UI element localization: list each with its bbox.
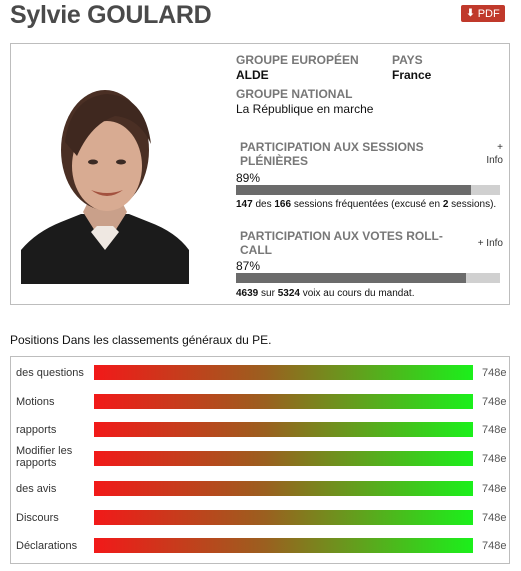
down-arrow-icon: ⬇ [466,8,475,19]
sessions-progress-fill [236,185,471,195]
votes-label-line1: PARTICIPATION AUX VOTES ROLL- [240,229,443,243]
sessions-text-end: sessions). [451,199,497,210]
ranking-bar [94,422,473,437]
sessions-text-rest: sessions fréquentées (excusé en [293,199,441,210]
ranking-bar [94,510,473,525]
votes-total: 5324 [277,288,300,299]
ranking-label[interactable]: des questions [16,367,84,379]
ranking-bar [94,394,473,409]
sessions-percent: 89% [236,171,261,185]
member-name: Sylvie GOULARD [10,1,212,29]
groupe-europeen-label: GROUPE EUROPÉEN [236,53,359,67]
info-label: Info [486,155,503,166]
ranking-value: 748e [482,512,507,524]
sessions-progress-bar [236,185,500,195]
sessions-label-line1: PARTICIPATION AUX SESSIONS [240,140,424,154]
ranking-value: 748e [482,396,507,408]
ranking-value: 748e [482,540,507,552]
profile-card [10,43,510,305]
ranking-label[interactable]: rapports [16,424,57,436]
votes-text-rest: voix au cours du mandat. [302,288,415,299]
sessions-total: 166 [274,199,292,210]
ranking-label[interactable]: Modifier les rapports [16,445,73,469]
sessions-info-link[interactable] [479,141,503,167]
ranking-label[interactable]: des avis [16,483,57,495]
ranking-label[interactable]: Discours [16,512,59,524]
member-photo [21,72,189,284]
votes-label-line2: CALL [240,243,272,257]
votes-progress-bar [236,273,500,283]
groupe-national-value: La République en marche [236,102,374,116]
pays-label: PAYS [392,53,423,67]
votes-progress-fill [236,273,466,283]
plus-sign: + [497,142,503,153]
ranking-value: 748e [482,367,507,379]
sessions-text-des: des [255,199,272,210]
votes-count: 4639 [236,288,259,299]
ranking-bar [94,481,473,496]
rankings-title: Positions Dans les classements généraux du PE. [10,333,272,347]
ranking-bar [94,451,473,466]
votes-percent: 87% [236,259,261,273]
votes-info-link[interactable]: + Info [477,238,503,249]
pdf-download-button[interactable] [461,5,505,22]
pdf-label: PDF [477,7,500,20]
groupe-europeen-value: ALDE [236,68,269,82]
ranking-label[interactable]: Motions [16,396,55,408]
ranking-bar [94,538,473,553]
ranking-label[interactable]: Déclarations [16,540,78,552]
sessions-attended: 147 [236,199,253,210]
ranking-value: 748e [482,483,507,495]
sessions-excused: 2 [442,199,449,210]
ranking-value: 748e [482,453,507,465]
groupe-national-label: GROUPE NATIONAL [236,87,353,101]
rankings-panel [10,356,510,564]
ranking-bar [94,365,473,380]
ranking-value: 748e [482,424,507,436]
sessions-label-line2: PLÉNIÈRES [240,154,309,168]
pays-value: France [392,68,432,82]
sessions-summary [236,199,496,210]
votes-text-sur: sur [261,288,275,299]
votes-summary [236,288,414,299]
